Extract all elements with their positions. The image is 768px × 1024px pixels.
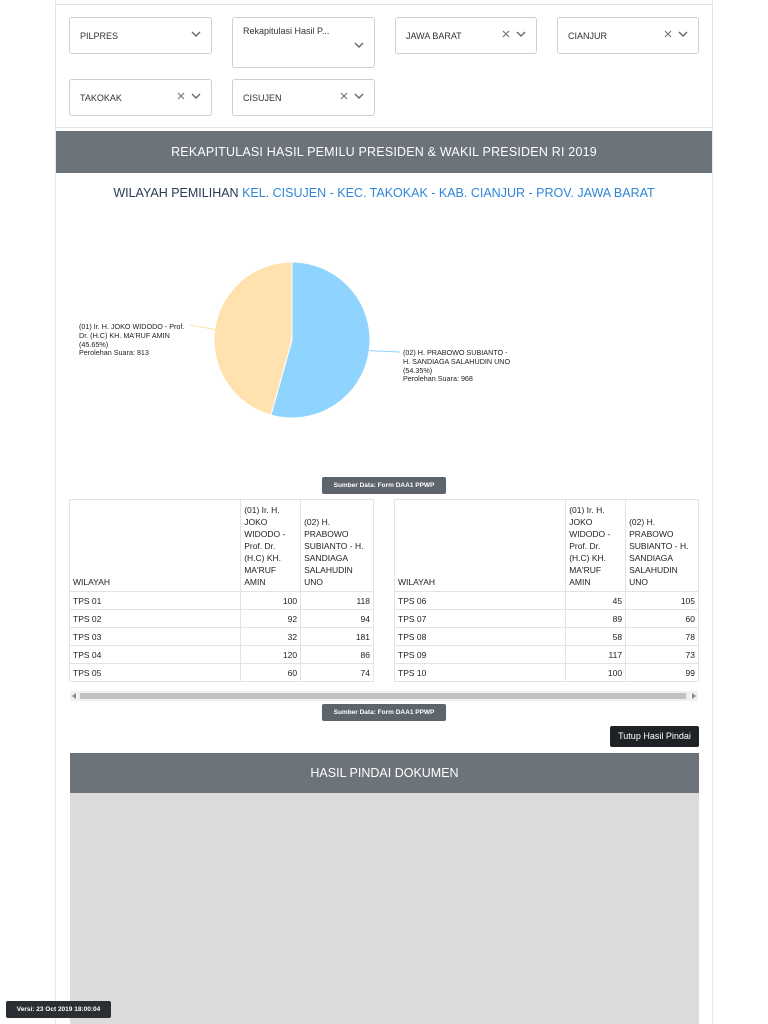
cell-votes-02: 99 [626, 664, 699, 682]
filter-panel [55, 4, 713, 128]
horizontal-scrollbar[interactable] [70, 691, 698, 701]
pie-label-name: (02) H. PRABOWO SUBIANTO - H. SANDIAGA SALAHUDIN UNO (54.35%) [403, 348, 511, 375]
select-value: TAKOKAK [80, 93, 122, 103]
cell-votes-02: 118 [301, 592, 374, 610]
cell-wilayah: TPS 08 [395, 628, 566, 646]
cell-wilayah: TPS 04 [70, 646, 241, 664]
election-type-select[interactable] [69, 17, 212, 54]
clear-icon[interactable] [339, 91, 349, 101]
col-header-candidate-02: (02) H. PRABOWO SUBIANTO - H. SANDIAGA SALAHUDIN UNO [301, 500, 374, 592]
pie-label-candidate-01 [79, 323, 189, 358]
cell-wilayah: TPS 03 [70, 628, 241, 646]
col-header-candidate-02: (02) H. PRABOWO SUBIANTO - H. SANDIAGA SALAHUDIN UNO [626, 500, 699, 592]
table-row [70, 610, 374, 628]
cell-votes-02: 60 [626, 610, 699, 628]
source-data-button[interactable]: Sumber Data: Form DAA1 PPWP [322, 477, 446, 494]
cell-votes-01: 120 [241, 646, 301, 664]
scan-document-area [70, 793, 699, 1024]
select-value: PILPRES [80, 31, 119, 41]
chevron-down-icon [354, 40, 364, 50]
table-row [70, 628, 374, 646]
col-header-wilayah: WILAYAH [395, 500, 566, 592]
clear-icon[interactable] [663, 29, 673, 39]
cell-wilayah: TPS 05 [70, 664, 241, 682]
chevron-down-icon [191, 91, 201, 101]
scroll-right-icon[interactable] [692, 693, 696, 699]
table-row [395, 646, 699, 664]
source-data-button[interactable]: Sumber Data: Form DAA1 PPWP [322, 704, 446, 721]
cell-votes-01: 89 [566, 610, 626, 628]
scan-title: HASIL PINDAI DOKUMEN [70, 753, 699, 793]
pie-leader-line-01 [190, 325, 215, 329]
pie-label-name: (01) Ir. H. JOKO WIDODO - Prof. Dr. (H.C) KH. MA'RUF AMIN (45.65%) [79, 322, 185, 349]
clear-icon[interactable] [176, 91, 186, 101]
col-header-candidate-01: (01) Ir. H. JOKO WIDODO - Prof. Dr. (H.C) KH. MA'RUF AMIN [241, 500, 301, 592]
pie-label-votes: Perolehan Suara: 968 [403, 374, 473, 384]
cell-votes-01: 92 [241, 610, 301, 628]
pie-label-candidate-02 [403, 349, 513, 384]
region-prefix: WILAYAH PEMILIHAN [113, 186, 239, 200]
select-value: CIANJUR [568, 31, 608, 41]
cell-wilayah: TPS 02 [70, 610, 241, 628]
select-value: JAWA BARAT [406, 31, 462, 41]
table-row [70, 664, 374, 682]
regency-select[interactable] [557, 17, 699, 54]
table-row [70, 592, 374, 610]
table-row [395, 592, 699, 610]
content-border-right [712, 0, 713, 1024]
cell-votes-02: 78 [626, 628, 699, 646]
chevron-down-icon [354, 91, 364, 101]
chevron-down-icon [516, 29, 526, 39]
cell-wilayah: TPS 10 [395, 664, 566, 682]
cell-votes-02: 181 [301, 628, 374, 646]
select-value: CISUJEN [243, 93, 282, 103]
panel-title: REKAPITULASI HASIL PEMILU PRESIDEN & WAKIL PRESIDEN RI 2019 [56, 131, 712, 173]
table-row [395, 628, 699, 646]
scroll-left-icon[interactable] [72, 693, 76, 699]
results-table-right [394, 499, 699, 682]
table-row [395, 664, 699, 682]
cell-votes-02: 94 [301, 610, 374, 628]
close-scan-button[interactable]: Tutup Hasil Pindai [610, 726, 699, 747]
select-value: Rekapitulasi Hasil P... [243, 26, 330, 36]
cell-votes-02: 74 [301, 664, 374, 682]
region-path: KEL. CISUJEN - KEC. TAKOKAK - KAB. CIANJUR - PROV. JAWA BARAT [242, 186, 655, 200]
results-table-left [69, 499, 374, 682]
col-header-candidate-01: (01) Ir. H. JOKO WIDODO - Prof. Dr. (H.C) KH. MA'RUF AMIN [566, 500, 626, 592]
table-row [395, 610, 699, 628]
province-select[interactable] [395, 17, 537, 54]
col-header-wilayah: WILAYAH [70, 500, 241, 592]
cell-votes-01: 60 [241, 664, 301, 682]
cell-wilayah: TPS 07 [395, 610, 566, 628]
chevron-down-icon [191, 29, 201, 39]
pie-label-votes: Perolehan Suara: 813 [79, 348, 149, 358]
cell-votes-01: 58 [566, 628, 626, 646]
region-heading [56, 186, 712, 200]
cell-wilayah: TPS 06 [395, 592, 566, 610]
cell-votes-01: 32 [241, 628, 301, 646]
vote-pie-chart [56, 225, 712, 465]
cell-votes-02: 73 [626, 646, 699, 664]
cell-votes-01: 45 [566, 592, 626, 610]
cell-votes-02: 86 [301, 646, 374, 664]
chevron-down-icon [678, 29, 688, 39]
cell-votes-01: 100 [241, 592, 301, 610]
cell-wilayah: TPS 09 [395, 646, 566, 664]
table-row [70, 646, 374, 664]
district-select[interactable] [69, 79, 212, 116]
village-select[interactable] [232, 79, 375, 116]
version-badge: Versi: 23 Oct 2019 18:00:04 [6, 1001, 111, 1018]
cell-wilayah: TPS 01 [70, 592, 241, 610]
cell-votes-02: 105 [626, 592, 699, 610]
pie-leader-line-02 [369, 351, 400, 352]
scrollbar-thumb[interactable] [80, 693, 686, 699]
report-type-select[interactable] [232, 17, 375, 68]
clear-icon[interactable] [501, 29, 511, 39]
cell-votes-01: 100 [566, 664, 626, 682]
cell-votes-01: 117 [566, 646, 626, 664]
